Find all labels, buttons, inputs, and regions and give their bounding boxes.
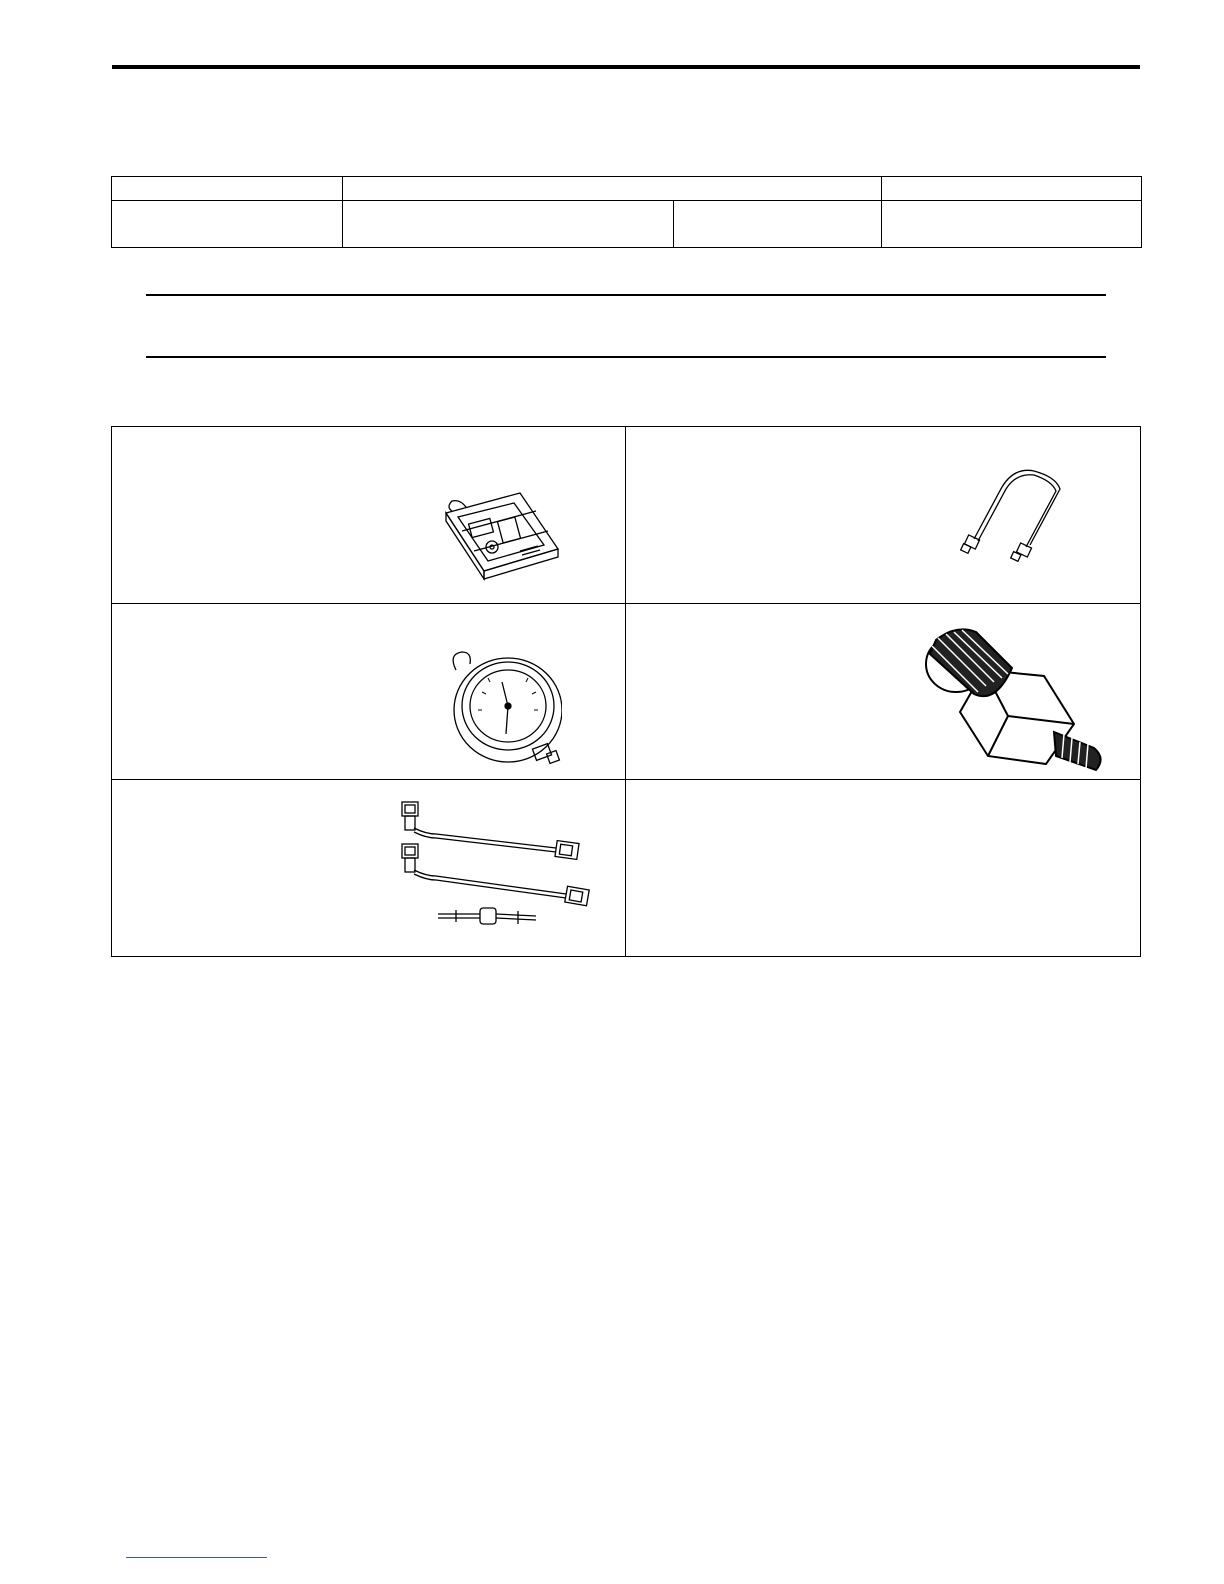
- threaded-adapter-icon: [916, 624, 1112, 778]
- spec-table-header-row: [112, 177, 1142, 201]
- special-tools-grid: [111, 426, 1141, 957]
- hose-icon: [956, 467, 1068, 567]
- tester-case-icon: [440, 491, 564, 591]
- top-rule: [112, 65, 1140, 69]
- pressure-gauge-icon: [442, 640, 562, 770]
- spec-table: [111, 176, 1142, 248]
- footer-link-underline[interactable]: [126, 1557, 267, 1558]
- note-top-rule: [146, 294, 1106, 296]
- spec-cell: [882, 201, 1142, 248]
- spec-header-cell: [343, 177, 882, 201]
- tool-cell: [112, 780, 626, 956]
- spec-header-cell: [882, 177, 1142, 201]
- spec-cell: [112, 201, 343, 248]
- spec-header-cell: [112, 177, 343, 201]
- fuel-hose-set-icon: [396, 798, 606, 948]
- tool-cell: [626, 604, 1140, 780]
- note-bottom-rule: [146, 356, 1106, 358]
- tool-cell: [112, 427, 626, 604]
- tool-cell: [112, 604, 626, 780]
- spec-cell: [674, 201, 882, 248]
- spec-table-row: [112, 201, 1142, 248]
- tool-cell: [626, 780, 1140, 956]
- spec-cell: [343, 201, 674, 248]
- tool-cell: [626, 427, 1140, 604]
